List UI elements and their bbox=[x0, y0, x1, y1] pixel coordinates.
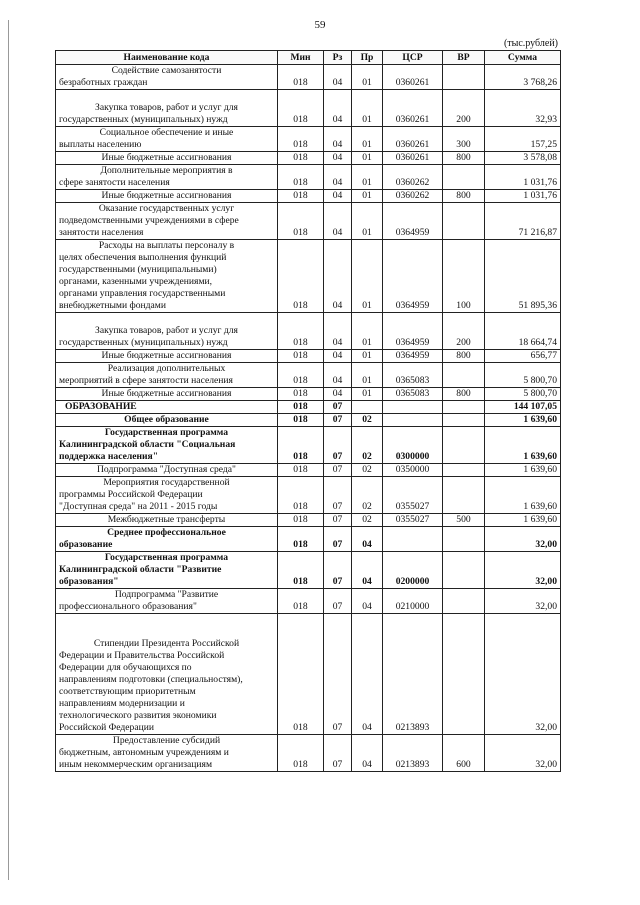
row-pr: 01 bbox=[352, 240, 383, 313]
row-name-line: Государственная программа bbox=[104, 427, 229, 438]
table-row bbox=[56, 589, 561, 614]
row-pr: 01 bbox=[352, 127, 383, 152]
row-csr: 0364959 bbox=[383, 313, 443, 350]
column-header-csr: ЦСР bbox=[383, 51, 443, 65]
row-rz: 04 bbox=[324, 165, 352, 190]
row-sum: 5 800,70 bbox=[485, 388, 561, 401]
row-pr: 01 bbox=[352, 203, 383, 240]
row-name-line: направлениям модернизации и bbox=[59, 698, 185, 709]
table-row bbox=[56, 90, 561, 127]
row-pr: 01 bbox=[352, 90, 383, 127]
column-header-rz: Рз bbox=[324, 51, 352, 65]
row-pr: 02 bbox=[352, 414, 383, 427]
row-name bbox=[56, 165, 278, 190]
row-sum: 32,00 bbox=[485, 552, 561, 589]
row-name-line: Государственная программа bbox=[104, 552, 229, 563]
row-pr: 01 bbox=[352, 65, 383, 90]
row-name-line: Предоставление субсидий bbox=[112, 735, 221, 746]
row-sum: 1 639,60 bbox=[485, 414, 561, 427]
row-pr: 02 bbox=[352, 477, 383, 514]
row-csr: 0365083 bbox=[383, 363, 443, 388]
row-vr: 800 bbox=[443, 152, 485, 165]
row-name-line: образование bbox=[59, 539, 113, 550]
row-sum: 144 107,05 bbox=[485, 401, 561, 414]
row-rz: 07 bbox=[324, 464, 352, 477]
row-name-line: иным некоммерческим организациям bbox=[59, 759, 213, 770]
row-name bbox=[56, 350, 278, 363]
table-row bbox=[56, 527, 561, 552]
table-row bbox=[56, 313, 561, 350]
row-rz: 07 bbox=[324, 589, 352, 614]
header-row bbox=[56, 51, 561, 65]
row-name bbox=[56, 552, 278, 589]
row-csr: 0360261 bbox=[383, 65, 443, 90]
row-name bbox=[56, 388, 278, 401]
row-vr bbox=[443, 527, 485, 552]
row-csr: 0360261 bbox=[383, 152, 443, 165]
column-header-min: Мин bbox=[278, 51, 324, 65]
row-name bbox=[56, 414, 278, 427]
row-vr: 200 bbox=[443, 90, 485, 127]
row-name bbox=[56, 477, 278, 514]
row-name bbox=[56, 127, 278, 152]
row-name-line: Социальное обеспечение и иные bbox=[99, 127, 234, 138]
row-sum: 1 031,76 bbox=[485, 165, 561, 190]
row-name-line: Калининградской области "Социальная bbox=[59, 439, 236, 450]
row-name-line: Общее образование bbox=[124, 414, 209, 425]
row-min: 018 bbox=[278, 388, 324, 401]
row-name-line: Среднее профессиональное bbox=[107, 527, 226, 538]
row-name bbox=[56, 152, 278, 165]
row-name-line: профессионального образования" bbox=[59, 601, 197, 612]
row-name-line: Иные бюджетные ассигнования bbox=[101, 152, 232, 163]
row-min: 018 bbox=[278, 414, 324, 427]
row-vr bbox=[443, 401, 485, 414]
row-pr: 02 bbox=[352, 464, 383, 477]
row-vr bbox=[443, 614, 485, 735]
row-sum: 157,25 bbox=[485, 127, 561, 152]
row-pr: 02 bbox=[352, 427, 383, 464]
row-min: 018 bbox=[278, 401, 324, 414]
row-name bbox=[56, 90, 278, 127]
row-name bbox=[56, 363, 278, 388]
row-name-line: внебюджетными фондами bbox=[59, 300, 166, 311]
table-row bbox=[56, 152, 561, 165]
row-rz: 07 bbox=[324, 477, 352, 514]
row-csr: 0360261 bbox=[383, 127, 443, 152]
row-min: 018 bbox=[278, 313, 324, 350]
row-min: 018 bbox=[278, 464, 324, 477]
row-rz: 04 bbox=[324, 240, 352, 313]
table-row bbox=[56, 203, 561, 240]
column-header-vr: ВР bbox=[443, 51, 485, 65]
row-sum: 1 639,60 bbox=[485, 427, 561, 464]
row-min: 018 bbox=[278, 477, 324, 514]
row-name-line: бюджетным, автономным учреждениям и bbox=[59, 747, 229, 758]
table-row bbox=[56, 65, 561, 90]
row-sum: 5 800,70 bbox=[485, 363, 561, 388]
row-rz: 04 bbox=[324, 152, 352, 165]
row-name-line: Мероприятия государственной bbox=[103, 477, 230, 488]
row-vr bbox=[443, 552, 485, 589]
row-name-line: государственными (муниципальными) bbox=[59, 264, 217, 275]
row-name-line: государственных (муниципальных) нужд bbox=[59, 114, 228, 125]
row-name-line: Калининградской области "Развитие bbox=[59, 564, 222, 575]
row-rz: 07 bbox=[324, 735, 352, 772]
table-body bbox=[56, 65, 561, 772]
row-min: 018 bbox=[278, 203, 324, 240]
row-name-line: "Доступная среда" на 2011 - 2015 годы bbox=[59, 501, 218, 512]
table-row bbox=[56, 127, 561, 152]
row-name-line: Расходы на выплаты персоналу в bbox=[98, 240, 235, 251]
row-rz: 07 bbox=[324, 614, 352, 735]
table-row bbox=[56, 350, 561, 363]
row-pr: 01 bbox=[352, 313, 383, 350]
row-name-line: Российской Федерации bbox=[59, 722, 154, 733]
row-vr: 200 bbox=[443, 313, 485, 350]
table-row bbox=[56, 514, 561, 527]
row-min: 018 bbox=[278, 127, 324, 152]
row-rz: 07 bbox=[324, 514, 352, 527]
row-name bbox=[56, 464, 278, 477]
row-name-line: Подпрограмма "Доступная среда" bbox=[97, 464, 236, 475]
row-min: 018 bbox=[278, 190, 324, 203]
row-name-line: Иные бюджетные ассигнования bbox=[101, 190, 232, 201]
table-row bbox=[56, 552, 561, 589]
row-name-line: мероприятий в сфере занятости населения bbox=[59, 375, 233, 386]
row-name-line: Межбюджетные трансферты bbox=[107, 514, 226, 525]
row-csr: 0364959 bbox=[383, 350, 443, 363]
table-row bbox=[56, 240, 561, 313]
row-rz: 07 bbox=[324, 414, 352, 427]
row-vr bbox=[443, 427, 485, 464]
row-sum: 1 639,60 bbox=[485, 464, 561, 477]
row-csr: 0355027 bbox=[383, 514, 443, 527]
row-csr: 0365083 bbox=[383, 388, 443, 401]
row-name-line: государственных (муниципальных) нужд bbox=[59, 337, 228, 348]
row-sum: 3 768,26 bbox=[485, 65, 561, 90]
row-sum: 3 578,08 bbox=[485, 152, 561, 165]
row-pr: 04 bbox=[352, 735, 383, 772]
row-name-line: Стипендии Президента Российской bbox=[93, 638, 240, 649]
row-name-line: соответствующим приоритетным bbox=[59, 686, 196, 697]
row-name-line: Федерации для обучающихся по bbox=[59, 662, 192, 673]
row-rz: 04 bbox=[324, 363, 352, 388]
row-csr: 0200000 bbox=[383, 552, 443, 589]
row-min: 018 bbox=[278, 65, 324, 90]
page-number: 59 bbox=[314, 19, 326, 31]
row-vr: 300 bbox=[443, 127, 485, 152]
table-header bbox=[56, 51, 561, 65]
row-pr: 01 bbox=[352, 350, 383, 363]
row-sum: 1 031,76 bbox=[485, 190, 561, 203]
row-vr: 600 bbox=[443, 735, 485, 772]
row-name-line: поддержка населения" bbox=[59, 451, 159, 462]
row-vr bbox=[443, 464, 485, 477]
row-name-line: программы Российской Федерации bbox=[59, 489, 203, 500]
row-name bbox=[56, 240, 278, 313]
row-csr: 0300000 bbox=[383, 427, 443, 464]
row-sum: 1 639,60 bbox=[485, 514, 561, 527]
row-vr bbox=[443, 363, 485, 388]
left-margin-mark bbox=[8, 20, 9, 880]
row-csr bbox=[383, 414, 443, 427]
row-rz: 04 bbox=[324, 313, 352, 350]
row-name bbox=[56, 614, 278, 735]
table-row bbox=[56, 363, 561, 388]
table-row bbox=[56, 735, 561, 772]
row-name-line: Подпрограмма "Развитие bbox=[114, 589, 219, 600]
row-name-line: Закупка товаров, работ и услуг для bbox=[95, 325, 238, 336]
row-vr: 800 bbox=[443, 388, 485, 401]
row-vr bbox=[443, 414, 485, 427]
row-name bbox=[56, 735, 278, 772]
row-sum: 32,00 bbox=[485, 735, 561, 772]
row-csr: 0213893 bbox=[383, 735, 443, 772]
row-name bbox=[56, 514, 278, 527]
row-min: 018 bbox=[278, 427, 324, 464]
row-name-line: технологического развития экономики bbox=[59, 710, 217, 721]
row-vr: 800 bbox=[443, 350, 485, 363]
row-vr: 100 bbox=[443, 240, 485, 313]
row-name bbox=[56, 401, 278, 414]
row-sum: 1 639,60 bbox=[485, 477, 561, 514]
row-csr: 0364959 bbox=[383, 203, 443, 240]
row-csr: 0360262 bbox=[383, 165, 443, 190]
column-header-sum: Сумма bbox=[485, 51, 561, 65]
row-pr: 01 bbox=[352, 152, 383, 165]
table-row bbox=[56, 427, 561, 464]
row-csr: 0355027 bbox=[383, 477, 443, 514]
row-name bbox=[56, 65, 278, 90]
row-min: 018 bbox=[278, 527, 324, 552]
row-csr: 0360261 bbox=[383, 90, 443, 127]
row-sum: 32,00 bbox=[485, 527, 561, 552]
row-sum: 656,77 bbox=[485, 350, 561, 363]
table-row bbox=[56, 614, 561, 735]
table-row bbox=[56, 477, 561, 514]
budget-table bbox=[55, 50, 561, 772]
row-min: 018 bbox=[278, 152, 324, 165]
row-rz: 07 bbox=[324, 401, 352, 414]
table-row bbox=[56, 388, 561, 401]
row-name-line: Оказание государственных услуг bbox=[98, 203, 235, 214]
table-row bbox=[56, 401, 561, 414]
table-row bbox=[56, 165, 561, 190]
row-csr: 0350000 bbox=[383, 464, 443, 477]
row-sum: 51 895,36 bbox=[485, 240, 561, 313]
row-min: 018 bbox=[278, 90, 324, 127]
row-name bbox=[56, 527, 278, 552]
units-label: (тыс.рублей) bbox=[503, 38, 558, 49]
row-name-line: сфере занятости населения bbox=[59, 177, 170, 188]
row-sum: 32,00 bbox=[485, 589, 561, 614]
row-name-line: выплаты населению bbox=[59, 139, 142, 150]
row-rz: 04 bbox=[324, 203, 352, 240]
row-name-line: Закупка товаров, работ и услуг для bbox=[95, 102, 238, 113]
row-csr: 0360262 bbox=[383, 190, 443, 203]
row-name bbox=[56, 203, 278, 240]
row-name-line: Содействие самозанятости bbox=[111, 65, 222, 76]
column-header-name: Наименование кода bbox=[56, 51, 278, 65]
row-rz: 07 bbox=[324, 552, 352, 589]
row-pr bbox=[352, 401, 383, 414]
row-name-line: Иные бюджетные ассигнования bbox=[101, 350, 232, 361]
row-name-line: ОБРАЗОВАНИЕ bbox=[65, 401, 137, 412]
row-name-line: Федерации и Правительства Российской bbox=[59, 650, 225, 661]
row-csr bbox=[383, 527, 443, 552]
row-min: 018 bbox=[278, 552, 324, 589]
row-vr: 800 bbox=[443, 190, 485, 203]
row-name bbox=[56, 313, 278, 350]
row-sum: 18 664,74 bbox=[485, 313, 561, 350]
row-sum: 32,93 bbox=[485, 90, 561, 127]
row-name-line: органами, казенными учреждениями, bbox=[59, 276, 213, 287]
row-min: 018 bbox=[278, 240, 324, 313]
row-name-line: целях обеспечения выполнения функций bbox=[59, 252, 227, 263]
row-pr: 01 bbox=[352, 363, 383, 388]
row-csr: 0213893 bbox=[383, 614, 443, 735]
row-rz: 07 bbox=[324, 427, 352, 464]
row-rz: 04 bbox=[324, 350, 352, 363]
row-rz: 04 bbox=[324, 90, 352, 127]
row-min: 018 bbox=[278, 165, 324, 190]
row-pr: 02 bbox=[352, 514, 383, 527]
table-row bbox=[56, 190, 561, 203]
row-vr bbox=[443, 165, 485, 190]
row-min: 018 bbox=[278, 614, 324, 735]
row-rz: 04 bbox=[324, 190, 352, 203]
row-min: 018 bbox=[278, 589, 324, 614]
row-pr: 04 bbox=[352, 527, 383, 552]
column-header-pr: Пр bbox=[352, 51, 383, 65]
row-name-line: занятости населения bbox=[59, 227, 144, 238]
row-pr: 01 bbox=[352, 165, 383, 190]
row-vr bbox=[443, 589, 485, 614]
row-rz: 04 bbox=[324, 127, 352, 152]
row-vr: 500 bbox=[443, 514, 485, 527]
row-min: 018 bbox=[278, 363, 324, 388]
row-name-line: направлениям подготовки (специальностям), bbox=[59, 674, 243, 685]
row-min: 018 bbox=[278, 514, 324, 527]
row-rz: 04 bbox=[324, 65, 352, 90]
row-pr: 04 bbox=[352, 552, 383, 589]
row-pr: 04 bbox=[352, 589, 383, 614]
row-name-line: образования" bbox=[59, 576, 119, 587]
row-rz: 07 bbox=[324, 527, 352, 552]
row-name bbox=[56, 190, 278, 203]
row-sum: 71 216,87 bbox=[485, 203, 561, 240]
row-csr: 0364959 bbox=[383, 240, 443, 313]
row-sum: 32,00 bbox=[485, 614, 561, 735]
table-row bbox=[56, 414, 561, 427]
row-rz: 04 bbox=[324, 388, 352, 401]
row-csr: 0210000 bbox=[383, 589, 443, 614]
row-vr bbox=[443, 65, 485, 90]
row-vr bbox=[443, 203, 485, 240]
row-min: 018 bbox=[278, 350, 324, 363]
row-name-line: Иные бюджетные ассигнования bbox=[101, 388, 232, 399]
row-pr: 01 bbox=[352, 388, 383, 401]
row-pr: 01 bbox=[352, 190, 383, 203]
row-name bbox=[56, 427, 278, 464]
row-min: 018 bbox=[278, 735, 324, 772]
row-name bbox=[56, 589, 278, 614]
row-name-line: Реализация дополнительных bbox=[107, 363, 226, 374]
row-name-line: безработных граждан bbox=[59, 77, 148, 88]
row-name-line: органами управления государственными bbox=[59, 288, 226, 299]
row-name-line: подведомственными учреждениями в сфере bbox=[59, 215, 239, 226]
row-pr: 04 bbox=[352, 614, 383, 735]
row-csr bbox=[383, 401, 443, 414]
table-row bbox=[56, 464, 561, 477]
row-name-line: Дополнительные мероприятия в bbox=[100, 165, 233, 176]
row-vr bbox=[443, 477, 485, 514]
